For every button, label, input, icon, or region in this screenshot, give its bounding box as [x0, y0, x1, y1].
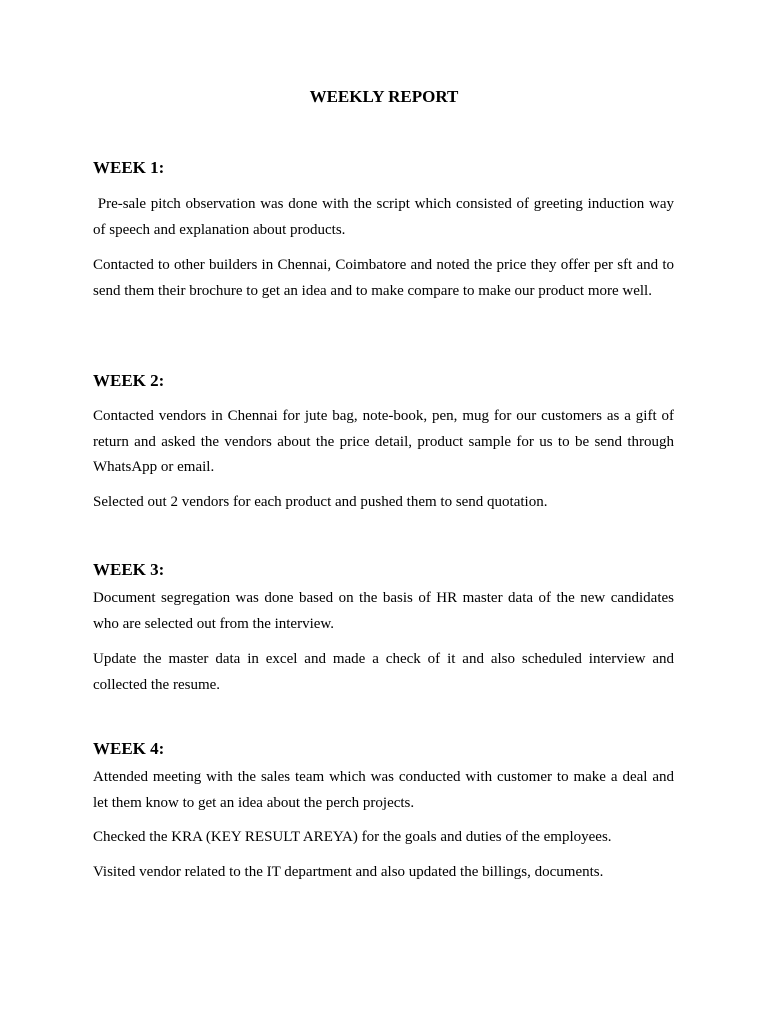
week-2-heading: WEEK 2:: [93, 371, 165, 390]
week-3-paragraph-1: Document segregation was done based on the basis of HR master data of the new candidates who are selected out from the interview.: [93, 590, 674, 632]
week-3-heading: WEEK 3:: [93, 560, 165, 579]
week-4-paragraph-2: Checked the KRA (KEY RESULT AREYA) for the goals and duties of the employees.: [93, 829, 612, 845]
week-2-paragraph-2: Selected out 2 vendors for each product and pushed them to send quotation.: [93, 494, 548, 510]
week-4-paragraph-3: Visited vendor related to the IT department and also updated the billings, documents.: [93, 864, 604, 880]
week-2-paragraph-1: Contacted vendors in Chennai for jute bag, note-book, pen, mug for our customers as a gift of return and asked the vendors about the price detail, product sample for us to be send through WhatsApp or email.: [93, 408, 674, 475]
week-1-heading: WEEK 1:: [93, 158, 165, 177]
week-4-heading: WEEK 4:: [93, 739, 165, 758]
week-3-paragraph-2: Update the master data in excel and made a check of it and also scheduled interview and collected the resume.: [93, 651, 674, 693]
report-title: WEEKLY REPORT: [309, 87, 459, 106]
week-1-paragraph-2: Contacted to other builders in Chennai, Coimbatore and noted the price they offer per sft and to send them their brochure to get an idea and to make compare to make our product more well.: [93, 257, 674, 299]
week-4-paragraph-1: Attended meeting with the sales team which was conducted with customer to make a deal and let them know to get an idea about the perch projects.: [93, 769, 674, 811]
week-1-paragraph-1: Pre-sale pitch observation was done with the script which consisted of greeting induction way of speech and explanation about products.: [93, 196, 678, 238]
